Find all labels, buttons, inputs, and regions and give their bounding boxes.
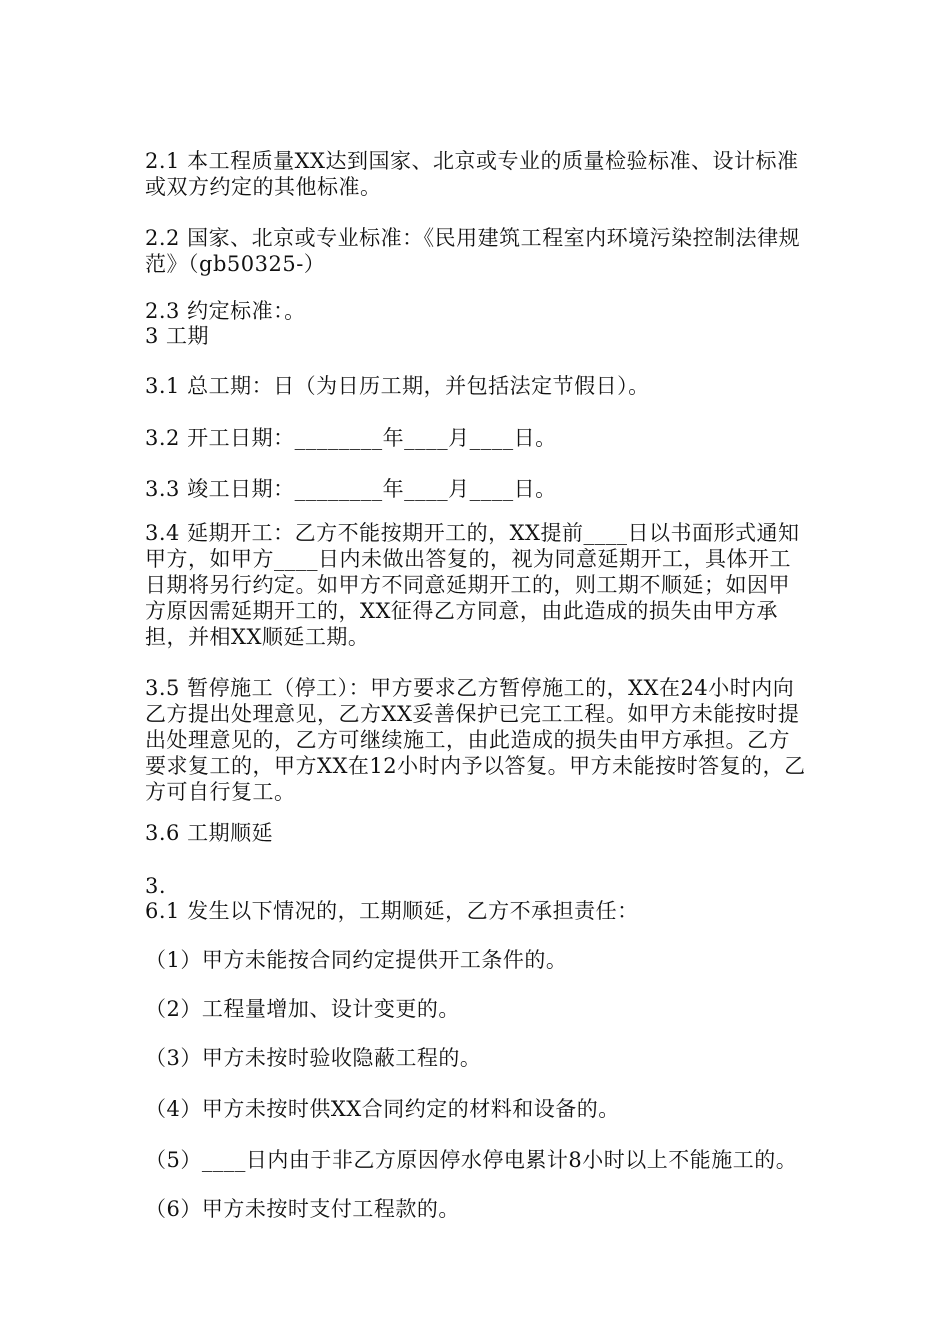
clause-2-3: 2.3 约定标准：。 <box>145 299 306 323</box>
clause-3-2: 3.2 开工日期：________年____月____日。 <box>145 426 557 450</box>
list-item-6: （6）甲方未按时支付工程款的。 <box>145 1197 460 1221</box>
list-item-4: （4）甲方未按时供XX合同约定的材料和设备的。 <box>145 1097 620 1121</box>
clause-3-1: 3.1 总工期：日（为日历工期，并包括法定节假日）。 <box>145 374 650 398</box>
clause-3-3: 3.3 竣工日期：________年____月____日。 <box>145 477 557 501</box>
clause-2-1: 2.1 本工程质量XX达到国家、北京或专业的质量检验标准、设计标准或双方约定的其他标准。 <box>145 149 799 199</box>
clause-3-6: 3.6 工期顺延 <box>145 821 274 845</box>
list-item-1: （1）甲方未能按合同约定提供开工条件的。 <box>145 948 568 972</box>
clause-3-4: 3.4 延期开工：乙方不能按期开工的，XX提前____日以书面形式通知甲方，如甲方____日内未做出答复的，视为同意延期开工，具体开工日期将另行约定。如甲方不同意延期开工的，则工期不顺延；如因甲方原因需延期开工的，XX征得乙方同意，由此造成的损失由甲方承担，并相XX顺延工期。 <box>145 521 800 649</box>
clause-6-1: 6.1 发生以下情况的，工期顺延，乙方不承担责任： <box>145 899 639 923</box>
section-3-heading: 3 工期 <box>145 324 210 348</box>
list-item-2: （2）工程量增加、设计变更的。 <box>145 997 460 1021</box>
clause-2-2: 2.2 国家、北京或专业标准：《民用建筑工程室内环境污染控制法律规范》（gb50325-） <box>145 226 801 276</box>
clause-3-fragment: 3. <box>145 874 167 898</box>
list-item-5: （5）____日内由于非乙方原因停水停电累计8小时以上不能施工的。 <box>145 1148 798 1172</box>
clause-3-5: 3.5 暂停施工（停工）：甲方要求乙方暂停施工的，XX在24小时内向乙方提出处理意见，乙方XX妥善保护已完工工程。如甲方未能按时提出处理意见的，乙方可继续施工，由此造成的损失由甲方承担。乙方要求复工的，甲方XX在12小时内予以答复。甲方未能按时答复的，乙方可自行复工。 <box>145 676 806 804</box>
list-item-3: （3）甲方未按时验收隐蔽工程的。 <box>145 1046 482 1070</box>
